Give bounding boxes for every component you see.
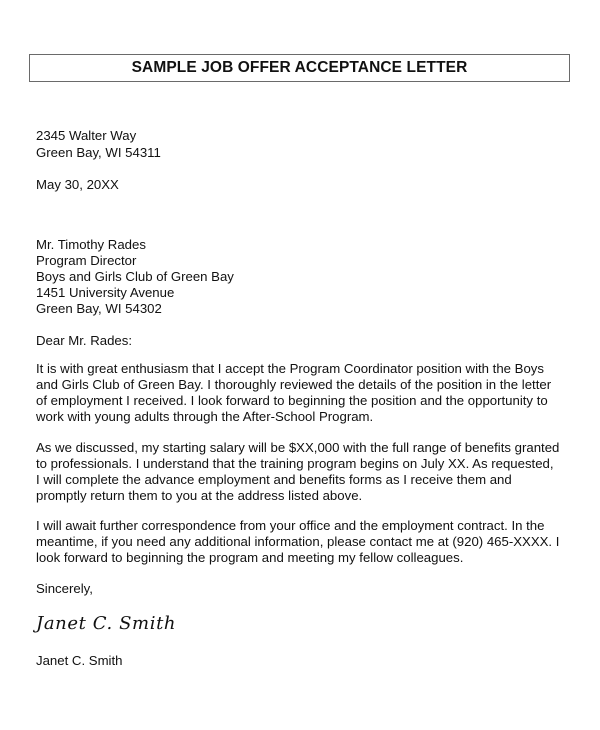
paragraph-line: look forward to beginning the program and meeting my fellow colleagues. <box>36 550 464 565</box>
paragraph-line: It is with great enthusiasm that I accept the Program Coordinator position with the Boys <box>36 361 544 376</box>
paragraph-line: promptly return them to you at the address listed above. <box>36 488 363 503</box>
printed-name: Janet C. Smith <box>36 653 123 668</box>
paragraph-line: work with young adults through the After-School Program. <box>36 409 374 424</box>
title-box <box>29 54 570 82</box>
recipient-city-line: Green Bay, WI 54302 <box>36 301 162 316</box>
paragraph-line: I will complete the advance employment and benefits forms as I receive them and <box>36 472 512 487</box>
recipient-name: Mr. Timothy Rades <box>36 237 146 252</box>
paragraph-line: to professionals. I understand that the training program begins on July XX. As requested, <box>36 456 554 471</box>
salutation: Dear Mr. Rades: <box>36 333 133 348</box>
recipient-title: Program Director <box>36 253 137 268</box>
document-title: SAMPLE JOB OFFER ACCEPTANCE LETTER <box>131 59 468 76</box>
paragraph-line: meantime, if you need any additional information, please contact me at (920) 465-XXXX. I <box>36 534 560 549</box>
recipient-street: 1451 University Avenue <box>36 285 175 300</box>
body-paragraph-2 <box>36 440 566 504</box>
closing: Sincerely, <box>36 581 93 596</box>
letter-date: May 30, 20XX <box>36 177 119 192</box>
sender-city-line: Green Bay, WI 54311 <box>36 145 161 160</box>
recipient-organization: Boys and Girls Club of Green Bay <box>36 269 234 284</box>
paragraph-line: As we discussed, my starting salary will be $XX,000 with the full range of benefits granted <box>36 440 560 455</box>
paragraph-line: I will await further correspondence from your office and the employment contract. In the <box>36 518 545 533</box>
body-paragraph-3 <box>36 518 566 566</box>
body-paragraph-1 <box>36 361 566 425</box>
paragraph-line: and Girls Club of Green Bay. I thoroughly reviewed the details of the position in the letter <box>36 377 552 392</box>
sender-street: 2345 Walter Way <box>36 128 137 143</box>
paragraph-line: of employment I received. I look forward to beginning the position and the opportunity to <box>36 393 548 408</box>
handwritten-signature: Janet C. Smith <box>36 613 177 634</box>
